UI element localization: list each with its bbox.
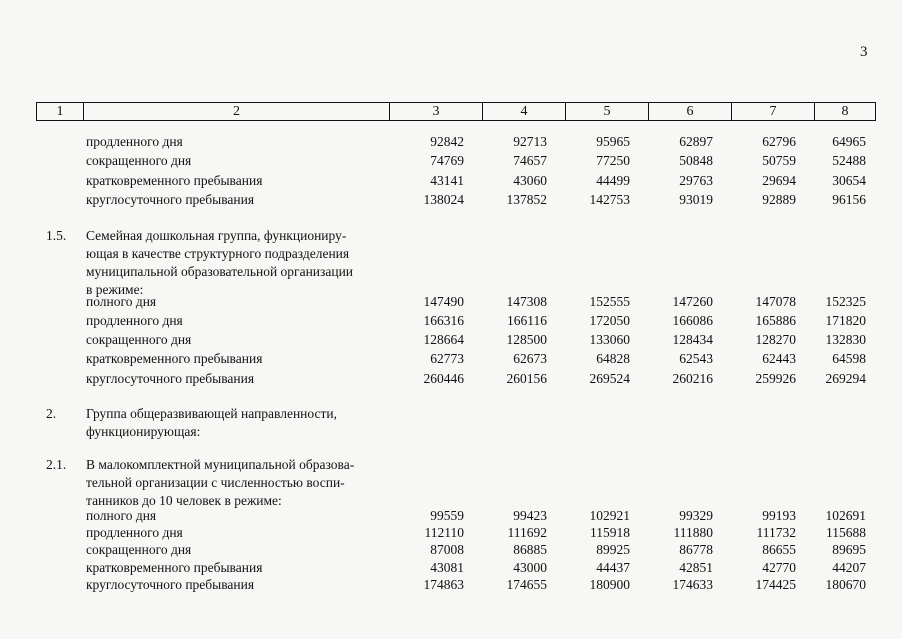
table-row [0,133,902,151]
row-value: 86885 [513,542,547,557]
row-value: 269524 [589,371,630,386]
heading-line: ющая в качестве структурного подразделения [86,246,350,261]
heading-line: в режиме: [86,282,144,297]
heading-line: Семейная дошкольная группа, функциониру- [86,228,347,243]
row-value: 62897 [679,134,713,149]
row-value: 43000 [513,560,547,575]
column-header-4: 4 [483,103,566,121]
row-value: 30654 [832,173,866,188]
row-value: 99559 [430,508,464,523]
section-number: 1.5. [46,228,67,243]
row-value: 87008 [430,542,464,557]
table-row [0,152,902,170]
row-value: 95965 [596,134,630,149]
heading-line: тельной организации с численностью воспи- [86,475,345,490]
row-value: 152325 [825,294,866,309]
row-value: 138024 [423,192,464,207]
row-value: 174655 [506,577,547,592]
row-value: 64598 [832,351,866,366]
section-number: 2.1. [46,457,67,472]
row-value: 99329 [679,508,713,523]
row-label: продленного дня [86,313,183,328]
row-value: 62796 [762,134,796,149]
row-value: 64828 [596,351,630,366]
row-label: полного дня [86,508,157,523]
row-value: 96156 [832,192,866,207]
row-value: 260156 [506,371,547,386]
row-value: 43141 [430,173,464,188]
row-value: 44499 [596,173,630,188]
table-row [0,350,902,368]
row-value: 74769 [430,153,464,168]
row-value: 50759 [762,153,796,168]
table-row [0,191,902,209]
section-heading [86,405,388,441]
row-label: продленного дня [86,525,183,540]
row-label: сокращенного дня [86,153,192,168]
heading-line: функционирующая: [86,424,201,439]
row-value: 115688 [826,525,866,540]
row-value: 166316 [423,313,464,328]
row-value: 102921 [589,508,630,523]
row-value: 62543 [679,351,713,366]
row-label: круглосуточного пребывания [86,577,255,592]
row-value: 174633 [672,577,713,592]
section-heading [86,456,388,510]
column-header-table [36,102,876,121]
row-value: 174863 [423,577,464,592]
heading-line: В малокомплектной муниципальной образова- [86,457,355,472]
column-header-3: 3 [390,103,483,121]
page-number: 3 [860,44,868,60]
column-header-6: 6 [649,103,732,121]
row-value: 99423 [513,508,547,523]
table-row [0,507,902,525]
row-value: 29763 [679,173,713,188]
row-value: 166086 [672,313,713,328]
row-value: 93019 [679,192,713,207]
heading-line: Группа общеразвивающей направленности, [86,406,337,421]
row-label: круглосуточного пребывания [86,192,255,207]
row-label: круглосуточного пребывания [86,371,255,386]
row-value: 29694 [762,173,796,188]
column-header-7: 7 [732,103,815,121]
row-value: 89695 [832,542,866,557]
table-row [0,312,902,330]
row-value: 62673 [513,351,547,366]
row-value: 43081 [430,560,464,575]
heading-line: муниципальной образовательной организации [86,264,354,279]
row-value: 147490 [423,294,464,309]
row-value: 111880 [673,525,713,540]
row-value: 102691 [825,508,866,523]
table-row [0,541,902,559]
row-value: 50848 [679,153,713,168]
row-value: 86655 [762,542,796,557]
row-value: 172050 [589,313,630,328]
section-number: 2. [46,406,57,421]
row-label: сокращенного дня [86,332,192,347]
row-value: 269294 [825,371,866,386]
row-value: 137852 [506,192,547,207]
column-header-5: 5 [566,103,649,121]
row-value: 132830 [825,332,866,347]
table-row [0,559,902,577]
row-value: 89925 [596,542,630,557]
row-value: 99193 [762,508,796,523]
row-value: 112110 [424,525,464,540]
row-value: 128434 [672,332,713,347]
row-value: 115918 [590,525,630,540]
row-value: 147308 [506,294,547,309]
row-value: 171820 [825,313,866,328]
row-value: 62773 [430,351,464,366]
column-header-2: 2 [84,103,390,121]
row-value: 166116 [507,313,547,328]
column-header-1: 1 [37,103,84,121]
row-label: кратковременного пребывания [86,173,263,188]
table-row [0,524,902,542]
row-value: 111692 [507,525,547,540]
row-value: 174425 [755,577,796,592]
row-label: полного дня [86,294,157,309]
table-row [0,331,902,349]
row-value: 152555 [589,294,630,309]
row-value: 260216 [672,371,713,386]
row-value: 111732 [756,525,796,540]
row-value: 64965 [832,134,866,149]
row-value: 44207 [832,560,866,575]
row-value: 92842 [430,134,464,149]
row-value: 259926 [755,371,796,386]
row-value: 260446 [423,371,464,386]
row-value: 43060 [513,173,547,188]
heading-line: танников до 10 человек в режиме: [86,493,282,508]
table-row [0,370,902,388]
row-value: 42770 [762,560,796,575]
row-value: 147078 [755,294,796,309]
row-value: 128664 [423,332,464,347]
row-value: 142753 [589,192,630,207]
row-value: 86778 [679,542,713,557]
row-value: 52488 [832,153,866,168]
row-value: 147260 [672,294,713,309]
row-value: 128270 [755,332,796,347]
row-value: 62443 [762,351,796,366]
row-value: 44437 [596,560,630,575]
row-value: 128500 [506,332,547,347]
row-value: 77250 [596,153,630,168]
row-label: продленного дня [86,134,183,149]
row-value: 180900 [589,577,630,592]
row-value: 92713 [513,134,547,149]
section-heading [86,227,388,299]
row-label: кратковременного пребывания [86,560,263,575]
row-value: 74657 [513,153,547,168]
row-value: 165886 [755,313,796,328]
row-label: сокращенного дня [86,542,192,557]
row-value: 92889 [762,192,796,207]
table-row [0,576,902,594]
table-row [0,293,902,311]
row-label: кратковременного пребывания [86,351,263,366]
row-value: 133060 [589,332,630,347]
table-row [0,172,902,190]
row-value: 42851 [679,560,713,575]
row-value: 180670 [825,577,866,592]
column-header-8: 8 [815,103,876,121]
